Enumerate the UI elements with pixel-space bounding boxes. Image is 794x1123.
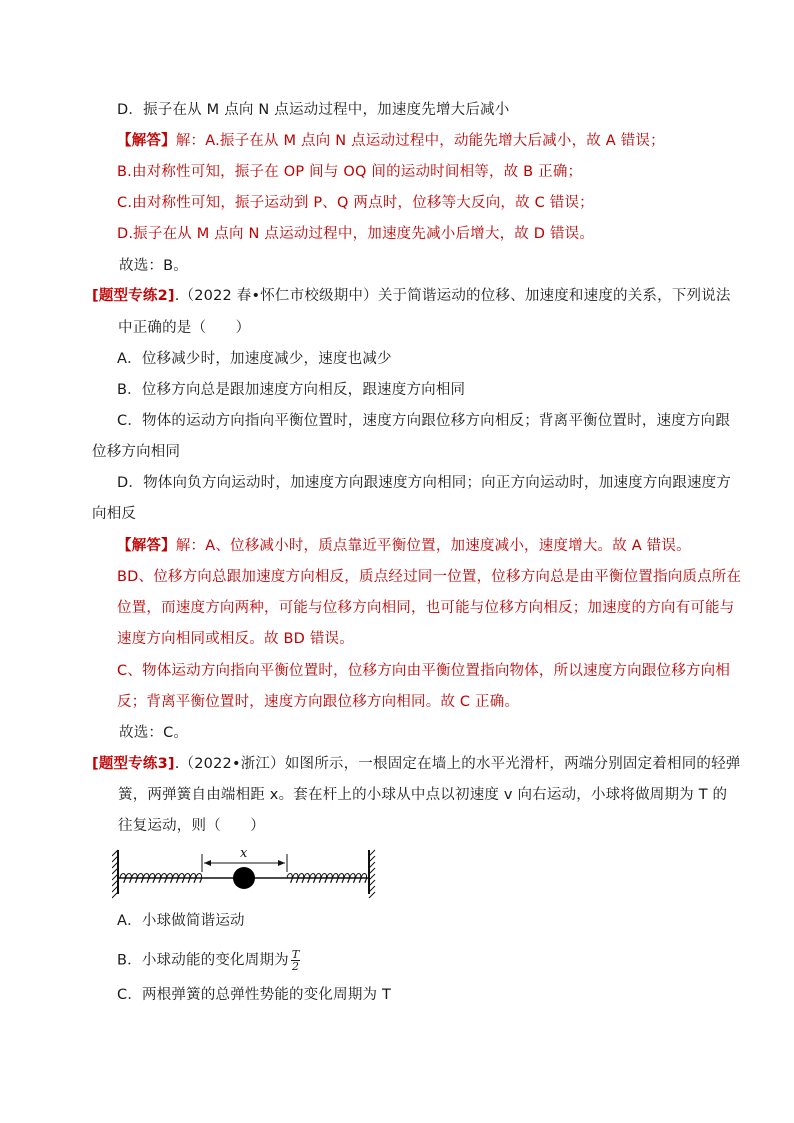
question-3-stem-cont: 簧，两弹簧自由端相距 x。套在杆上的小球从中点以初速度 v 向右运动，小球将做周期为 T 的 <box>118 787 728 803</box>
distance-arrow-head-right <box>278 860 285 866</box>
option-b-text: B．小球动能的变化周期为 <box>117 952 289 969</box>
ball <box>233 867 255 889</box>
answer-tag: 【解答】 <box>117 538 176 554</box>
question-tag: [题型专练3] <box>92 756 175 772</box>
option-d: D．物体向负方向运动时，加速度方向跟速度方向相同；向正方向运动时，加速度方向跟速度方 <box>117 475 732 491</box>
question-3-stem-cont-2: 往复运动，则（ ） <box>118 818 265 834</box>
answer-line-d: D.振子在从 M 点向 N 点运动过程中，加速度先减小后增大，故 D 错误。 <box>117 226 595 242</box>
option-a: A．位移减少时，加速度减少，速度也减少 <box>117 351 392 367</box>
answer-text: 解：A.振子在从 M 点向 N 点运动过程中，动能先增大后减小，故 A 错误； <box>175 133 665 149</box>
answer-line-c: C.由对称性可知，振子运动到 P、Q 两点时，位移等大反向，故 C 错误； <box>117 195 594 211</box>
question-stem-text: .（2022•浙江）如图所示，一根固定在墙上的水平光滑杆，两端分别固定着相同的轻弹 <box>174 756 741 772</box>
question-stem-text: .（2022 春•怀仁市校级期中）关于简谐运动的位移、加速度和速度的关系，下列说法 <box>174 288 731 304</box>
choose-line: 故选：C。 <box>119 725 189 741</box>
question-2-stem <box>92 286 731 306</box>
answer-line-4: 速度方向相同或相反。故 BD 错误。 <box>117 631 354 647</box>
choose-line: 故选：B。 <box>119 258 188 274</box>
question-tag: [题型专练2] <box>92 288 175 304</box>
answer-line-6: 反；背离平衡位置时，速度方向跟位移方向相同。故 C 正确。 <box>117 694 520 710</box>
option-c: C．物体的运动方向指向平衡位置时，速度方向跟位移方向相反；背离平衡位置时，速度方向跟 <box>117 413 731 429</box>
fraction-denominator: 2 <box>292 960 300 973</box>
option-d-cont: 向相反 <box>92 506 137 522</box>
option-b: B．位移方向总是跟加速度方向相反，跟速度方向相同 <box>117 382 466 398</box>
answer-line <box>117 131 665 151</box>
question-3-stem <box>92 754 741 774</box>
answer-line-5: C、物体运动方向指向平衡位置时，位移方向由平衡位置指向物体，所以速度方向跟位移方向相 <box>117 663 731 679</box>
answer-line-2: BD、位移方向总跟加速度方向相反，质点经过同一位置，位移方向总是由平衡位置指向质点所在 <box>117 569 742 585</box>
answer-line-b: B.由对称性可知，振子在 OP 间与 OQ 间的运动时间相等，故 B 正确； <box>117 164 583 180</box>
distance-label: x <box>240 846 248 861</box>
fraction-numerator: T <box>291 948 300 961</box>
option-c: C．两根弹簧的总弹性势能的变化周期为 T <box>117 987 392 1003</box>
spring-rod-diagram <box>112 842 378 900</box>
question-2-stem-cont: 中正确的是（ ） <box>118 320 251 336</box>
answer-text: 解：A、位移减小时，质点靠近平衡位置，加速度减小，速度增大。故 A 错误。 <box>175 538 691 554</box>
answer-line <box>117 536 691 556</box>
distance-arrow-head-left <box>204 860 211 866</box>
spring-rod-diagram-svg <box>112 842 378 900</box>
answer-line-3: 位置，而速度方向两种，可能与位移方向相同，也可能与位移方向相反；加速度的方向有可能与 <box>117 600 735 616</box>
option-c-cont: 位移方向相同 <box>92 444 181 460</box>
fraction <box>291 949 301 972</box>
option-b <box>117 949 300 972</box>
option-a: A．小球做简谐运动 <box>117 913 245 929</box>
answer-tag: 【解答】 <box>117 133 176 149</box>
option-d: D．振子在从 M 点向 N 点运动过程中，加速度先增大后减小 <box>117 102 510 118</box>
